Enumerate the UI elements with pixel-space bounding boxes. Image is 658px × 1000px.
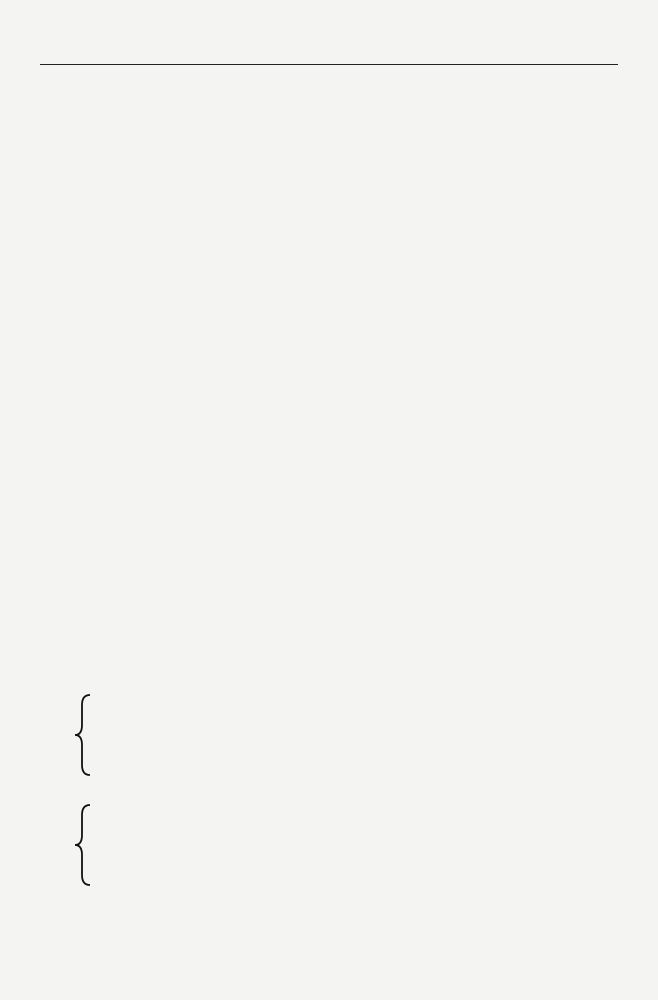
text-line — [68, 104, 616, 126]
text-line — [68, 346, 616, 368]
text-line — [68, 480, 616, 502]
left-brace-icon — [72, 693, 94, 777]
text-line — [68, 148, 616, 170]
text-line — [68, 524, 616, 546]
text-line — [68, 214, 616, 236]
list-marker — [68, 938, 98, 960]
text-line — [68, 436, 616, 458]
text-line — [68, 126, 616, 148]
text-line — [68, 302, 616, 324]
text-line — [68, 590, 616, 612]
text-line — [68, 916, 616, 938]
text-line — [90, 658, 616, 680]
text-line — [90, 414, 616, 436]
list-item-line — [100, 938, 616, 960]
text-line — [68, 612, 616, 634]
text-line — [68, 546, 616, 568]
text-line — [68, 894, 616, 916]
left-brace-icon — [72, 803, 94, 887]
text-line — [90, 258, 616, 280]
text-line — [68, 634, 616, 656]
text-line — [68, 368, 616, 390]
text-line — [68, 236, 616, 258]
text-line — [68, 280, 616, 302]
text-line — [68, 82, 616, 104]
text-line — [68, 192, 616, 214]
text-line — [68, 568, 616, 590]
text-line — [68, 458, 616, 480]
list-item-line — [100, 960, 616, 982]
text-line — [68, 390, 616, 412]
header-rule — [40, 64, 618, 65]
text-line — [68, 324, 616, 346]
page-header — [40, 41, 618, 63]
text-line — [68, 170, 616, 192]
text-line — [68, 502, 616, 524]
